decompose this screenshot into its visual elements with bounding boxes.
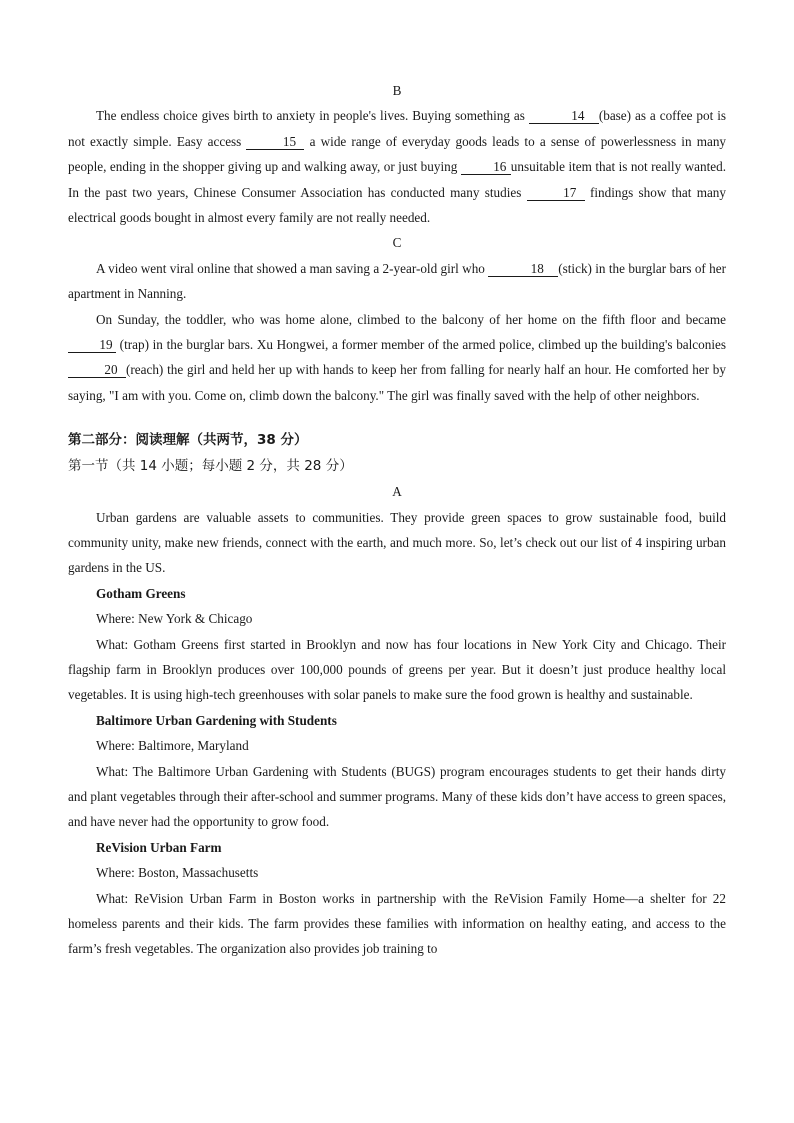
passage-a-intro: Urban gardens are valuable assets to communities. They provide green spaces to grow sustainable food, build community unity, make new friends, connect with the earth, and much more. So, let’s check out our list of 4 inspiring urban gardens in the US.	[68, 509, 726, 576]
passage-a-label: A	[392, 484, 402, 500]
garden-3-what: What: ReVision Urban Farm in Boston works in partnership with the ReVision Family Home—a shelter for 22 homeless parents and their kids. The farm provides these families with information on healthy eating, and access to the farm’s fresh vegetables. The organization also provides job training to	[68, 890, 726, 957]
blank-20[interactable]: 20	[68, 362, 126, 378]
garden-3-where: Where: Boston, Massachusetts	[96, 865, 259, 881]
section-c-paragraph-2: On Sunday, the toddler, who was home alone, climbed to the balcony of her home on the fifth floor and became19 (trap) in the burglar bars. Xu Hongwei, a former member of the armed police, climbed up the building's balconies 20 (reach) the girl and held her up with hands to keep her from falling for nearly half an hour. He comforted her by saying, "I am with you. Come on, climb down the balcony." The girl was finally saved with the help of other neighbors.	[68, 311, 726, 403]
document-page	[68, 78, 726, 962]
section-b-paragraph: The endless choice gives birth to anxiety in people's lives. Buying something as 14 (base) as a coffee pot is not exactly simple. Easy access 15 a wide range of everyday goods leads to a sense of powerlessness in many people, ending in the shopper giving up and walking away, or just buying 16 unsuitable item that is not really wanted. In the past two years, Chinese Consumer Association has conducted many studies 17 findings show that many electrical goods bought in almost every family are not really needed.	[68, 108, 727, 226]
part-two-subheading: 第一节（共 14 小题；每小题 2 分，共 28 分）	[68, 457, 353, 474]
spacer	[68, 408, 726, 428]
garden-1-what: What: Gotham Greens first started in Brooklyn and now has four locations in New York City and Chicago. Their flagship farm in Brooklyn produces over 100,000 pounds of greens per year. But it doesn’t just produce healthy local vegetables. It is using high-tech greenhouses with solar panels to make sure the food grown is healthy and sustainable.	[68, 636, 726, 703]
garden-2-where: Where: Baltimore, Maryland	[96, 738, 249, 754]
blank-16[interactable]: 16	[461, 159, 511, 175]
section-c-label: C	[392, 235, 402, 251]
garden-2-what: What: The Baltimore Urban Gardening with Students (BUGS) program encourages students to get their hands dirty and plant vegetables through their after-school and summer programs. Many of these kids don’t have access to green spaces, and have never had the opportunity to grow food.	[68, 763, 726, 830]
blank-18[interactable]: 18	[488, 261, 558, 277]
garden-1-name: Gotham Greens	[96, 585, 186, 601]
section-b-label: B	[392, 83, 402, 98]
blank-17[interactable]: 17	[527, 185, 585, 201]
blank-15[interactable]: 15	[246, 134, 304, 150]
blank-14[interactable]: 14	[529, 108, 599, 124]
garden-1-where: Where: New York & Chicago	[96, 611, 253, 627]
section-c-paragraph-1: A video went viral online that showed a man saving a 2-year-old girl who 18 (stick) in the burglar bars of her apartment in Nanning.	[68, 260, 726, 302]
garden-3-name: ReVision Urban Farm	[96, 839, 222, 855]
garden-2-name: Baltimore Urban Gardening with Students	[96, 712, 337, 728]
part-two-heading: 第二部分：阅读理解（共两节，38 分）	[68, 432, 308, 449]
blank-19[interactable]: 19	[68, 337, 116, 353]
